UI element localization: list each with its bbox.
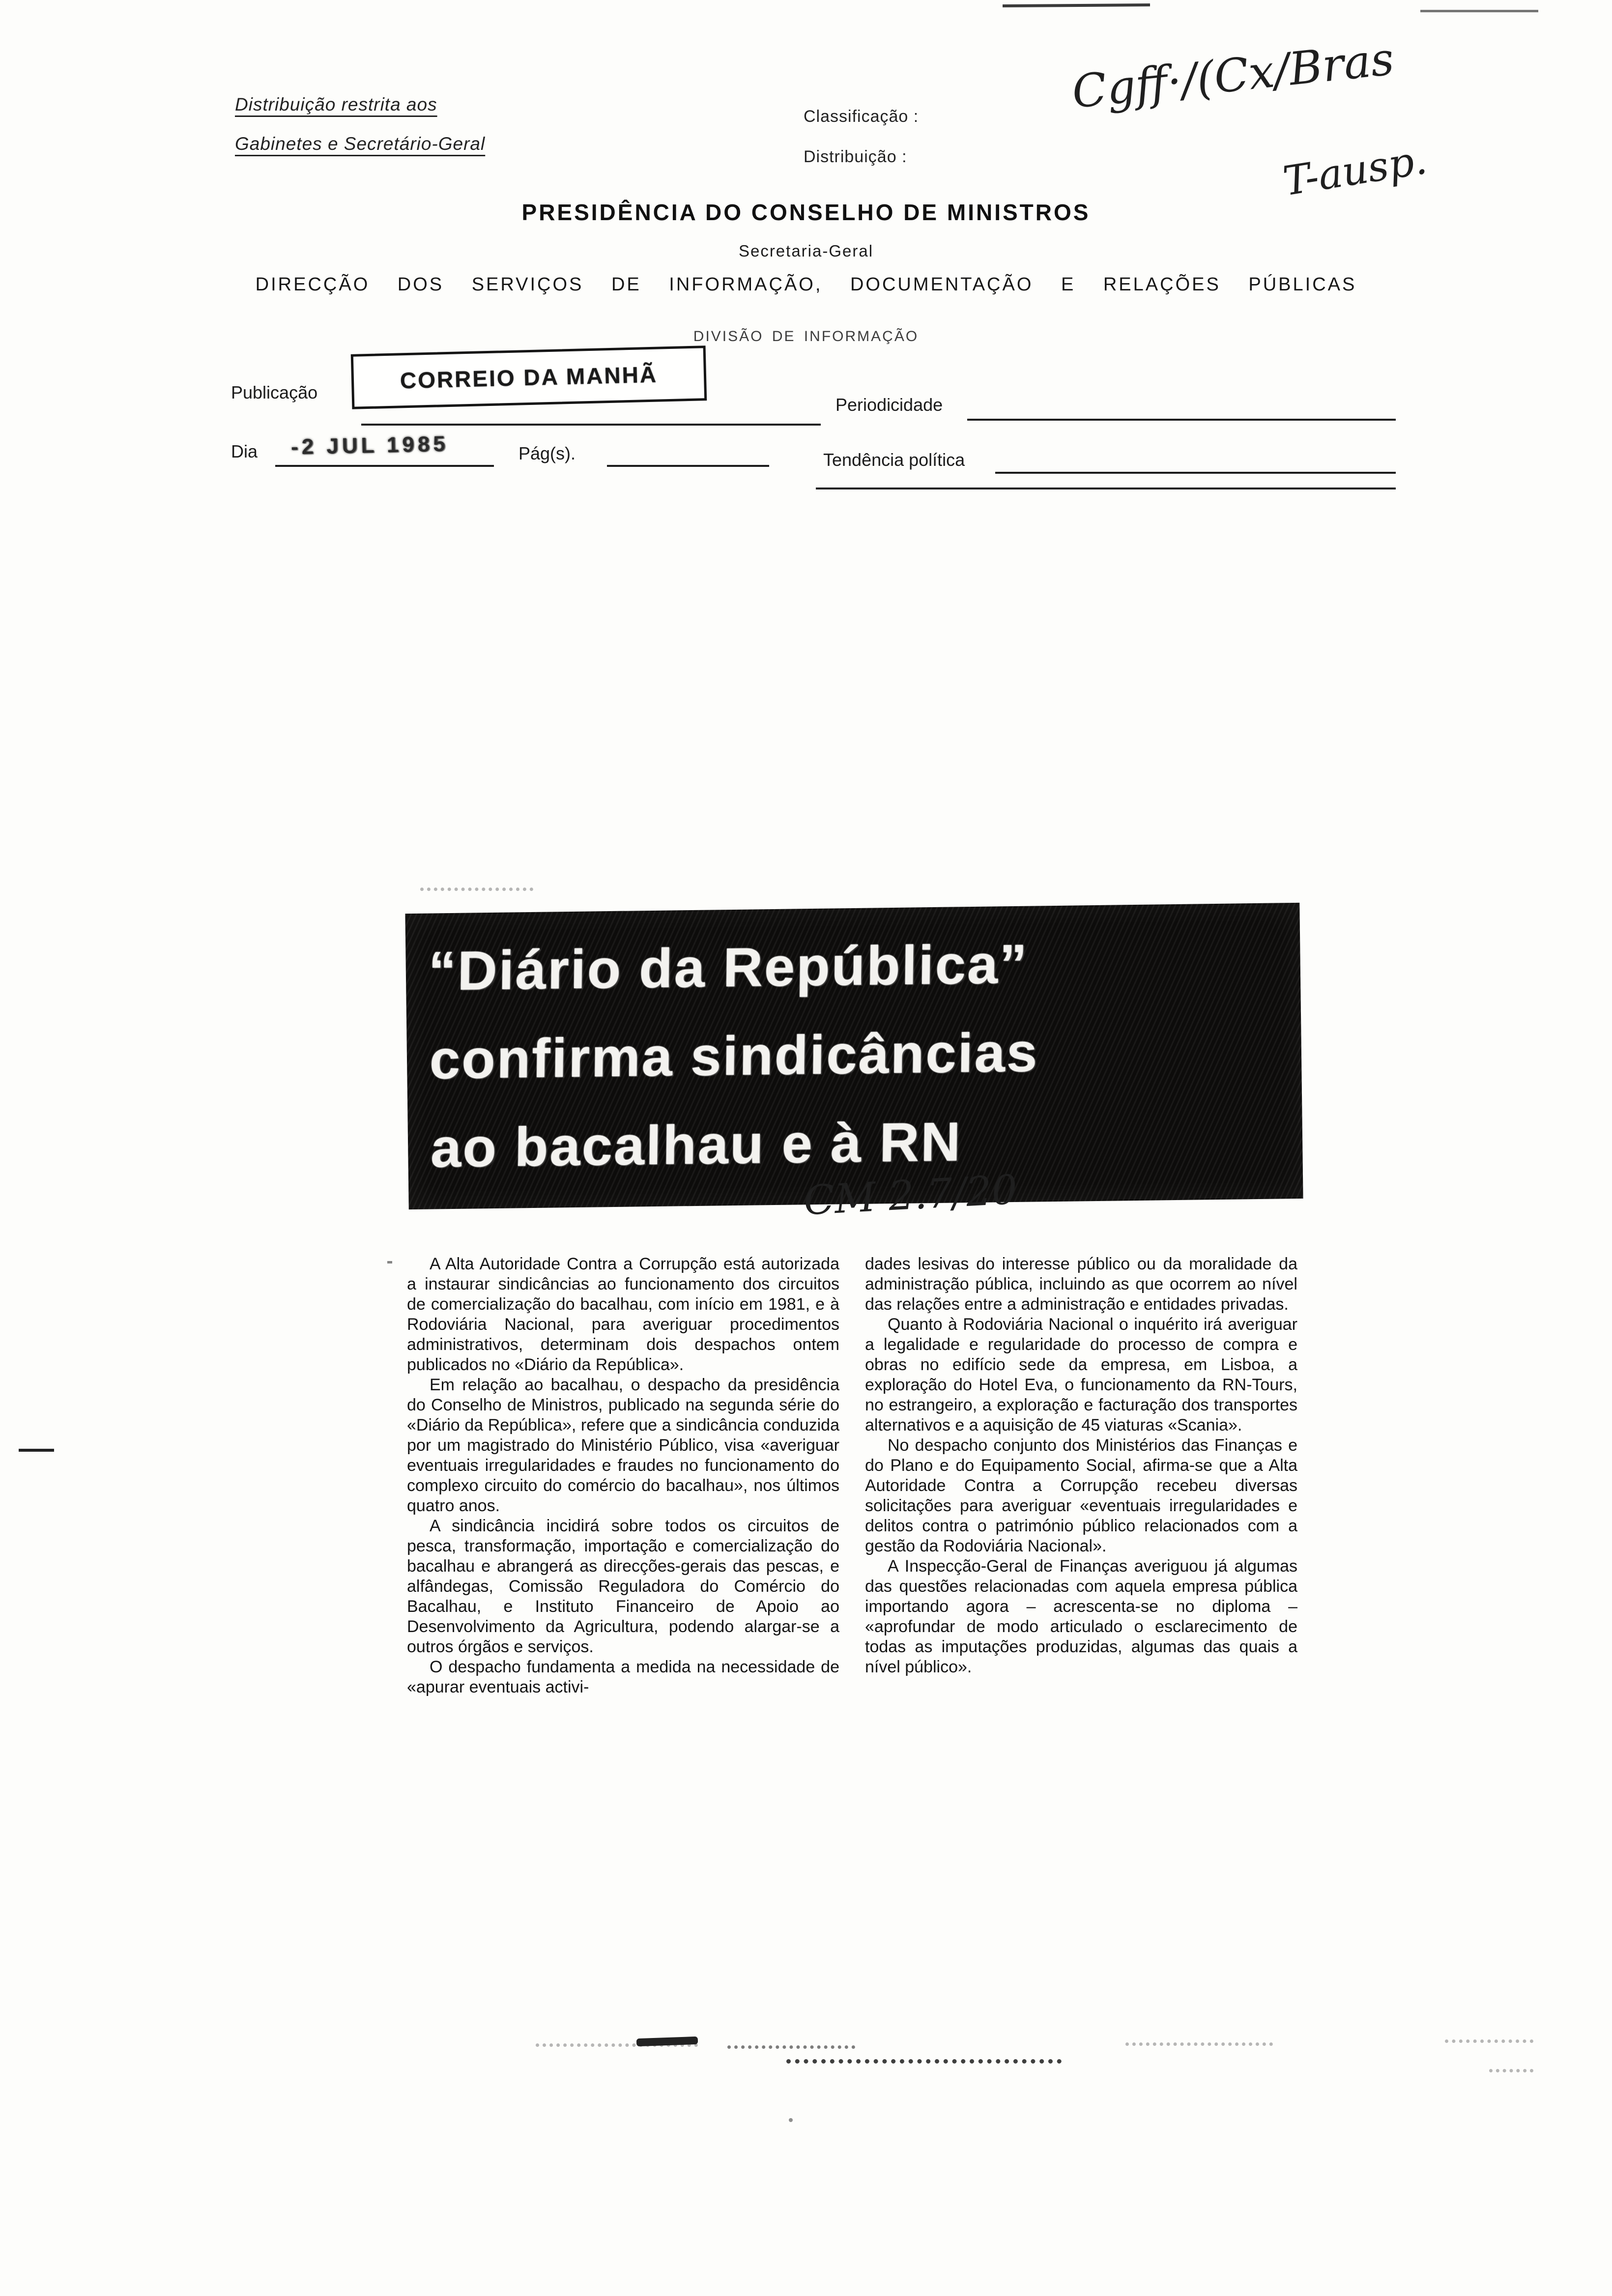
publicacao-label: Publicação xyxy=(231,382,318,402)
publicacao-underline xyxy=(361,424,821,426)
distribution-label: Distribuição : xyxy=(804,147,907,166)
handwritten-annotation-1: Cgff·/(Cx/Bras xyxy=(1069,32,1397,119)
org-direccao: DIRECÇÃO DOS SERVIÇOS DE INFORMAÇÃO, DOCUMENTAÇÃO E RELAÇÕES PÚBLICAS xyxy=(255,274,1357,295)
classification-label: Classificação : xyxy=(804,107,919,126)
periodicidade-label: Periodicidade xyxy=(835,395,943,415)
article-paragraph: A Alta Autoridade Contra a Corrupção está autorizada a instaurar sindicâncias ao funcionamento dos circuitos de comercialização do bacalhau, com início em 1981, e à Rodoviária Nacional, para averiguar procedimentos administrativos, determinam dois despachos ontem publicados no «Diário da República». xyxy=(407,1255,839,1374)
dia-label: Dia xyxy=(231,441,258,461)
restricted-note-line1: Distribuição restrita aos xyxy=(235,94,437,115)
margin-tick xyxy=(387,1261,392,1263)
pags-underline xyxy=(607,465,769,467)
bottom-smudge xyxy=(1445,2039,1533,2043)
publication-stamp-box xyxy=(351,345,707,409)
periodicidade-underline xyxy=(967,419,1396,421)
article-paragraph: dades lesivas do interesse público ou da moralidade da administração pública, incluindo as que ocorrem ao nível das relações entre a administração e entidades privadas. xyxy=(865,1255,1297,1314)
bottom-smudge xyxy=(727,2045,855,2049)
article-paragraph: O despacho fundamenta a medida na necessidade de «apurar eventuais activi- xyxy=(407,1658,839,1696)
bottom-smudge-heavy xyxy=(786,2059,1062,2064)
scan-artifact-line xyxy=(1420,10,1538,12)
pencil-marks xyxy=(420,888,533,891)
handwritten-annotation-2: T-ausp. xyxy=(1280,136,1430,205)
tendencia-label: Tendência política xyxy=(823,450,965,470)
tendencia-underline xyxy=(995,472,1396,474)
article-paragraph: Quanto à Rodoviária Nacional o inquérito irá averiguar a legalidade e regularidade do processo de compra e obras no edifício sede da empresa, em Lisboa, a exploração do Hotel Eva, o funcionamento da RN-Tours, no estrangeiro, a exploração e facturação dos transportes alternativos e a aquisição de 45 viaturas «Scania». xyxy=(865,1315,1297,1435)
scan-artifact-line xyxy=(1003,3,1150,7)
headline-block xyxy=(405,903,1303,1209)
article-paragraph: No despacho conjunto dos Ministérios das Finanças e do Plano e do Equipamento Social, afirma-se que a Alta Autoridade Contra a Corrupção recebeu diversas solicitações para averiguar «eventuais irregularidades e delitos contra o património público relacionados com a gestão da Rodoviária Nacional». xyxy=(865,1436,1297,1555)
headline-line-2: confirma sindicâncias xyxy=(429,1021,1039,1091)
margin-dash xyxy=(19,1449,54,1452)
article-column-right xyxy=(865,1254,1297,1677)
dia-underline xyxy=(275,465,494,467)
bottom-smudge xyxy=(1489,2069,1533,2072)
tendencia-underline-long xyxy=(816,488,1396,489)
pags-label: Pág(s). xyxy=(518,443,576,463)
publication-stamp-text: CORREIO DA MANHÃ xyxy=(400,361,658,394)
headline-line-1: “Diário da República” xyxy=(428,933,1029,1002)
restricted-note-line2: Gabinetes e Secretário-Geral xyxy=(235,134,486,154)
org-subtitle: Secretaria-Geral xyxy=(738,242,874,260)
article-paragraph: A sindicância incidirá sobre todos os circuitos de pesca, transformação, importação e comercialização do bacalhau e abrangerá as direcções-gerais das pescas, e alfândegas, Comissão Reguladora do Comércio do Bacalhau, e Instituto Financeiro de Apoio ao Desenvolvimento da Agricultura, podendo alargar-se a outros órgãos e serviços. xyxy=(407,1517,839,1656)
bottom-smudge xyxy=(1125,2042,1273,2046)
article-paragraph: A Inspecção-Geral de Finanças averiguou já algumas das questões relacionadas com aquela empresa pública importando agora – acrescenta-se no diploma – «aprofundar de modo articulado o esclarecimento de todas as imputações produzidas, algumas das quais a nível público». xyxy=(865,1557,1297,1676)
headline-line-3: ao bacalhau e à RN xyxy=(430,1111,963,1179)
article-paragraph: Em relação ao bacalhau, o despacho da presidência do Conselho de Ministros, publicado na segunda série do «Diário da República», refere que a sindicância conduzida por um magistrado do Ministério Público, visa «averiguar eventuais irregularidades e fraudes no funcionamento do complexo circuito do comércio do bacalhau», nos últimos quatro anos. xyxy=(407,1376,839,1515)
org-title: PRESIDÊNCIA DO CONSELHO DE MINISTROS xyxy=(521,200,1091,225)
org-divisao: DIVISÃO DE INFORMAÇÃO xyxy=(693,328,919,344)
handwritten-reference: CM 2.7/20 xyxy=(802,1166,1019,1225)
date-stamp: -2 JUL 1985 xyxy=(290,431,449,459)
article-column-left xyxy=(407,1254,839,1697)
bottom-speck xyxy=(789,2118,793,2122)
